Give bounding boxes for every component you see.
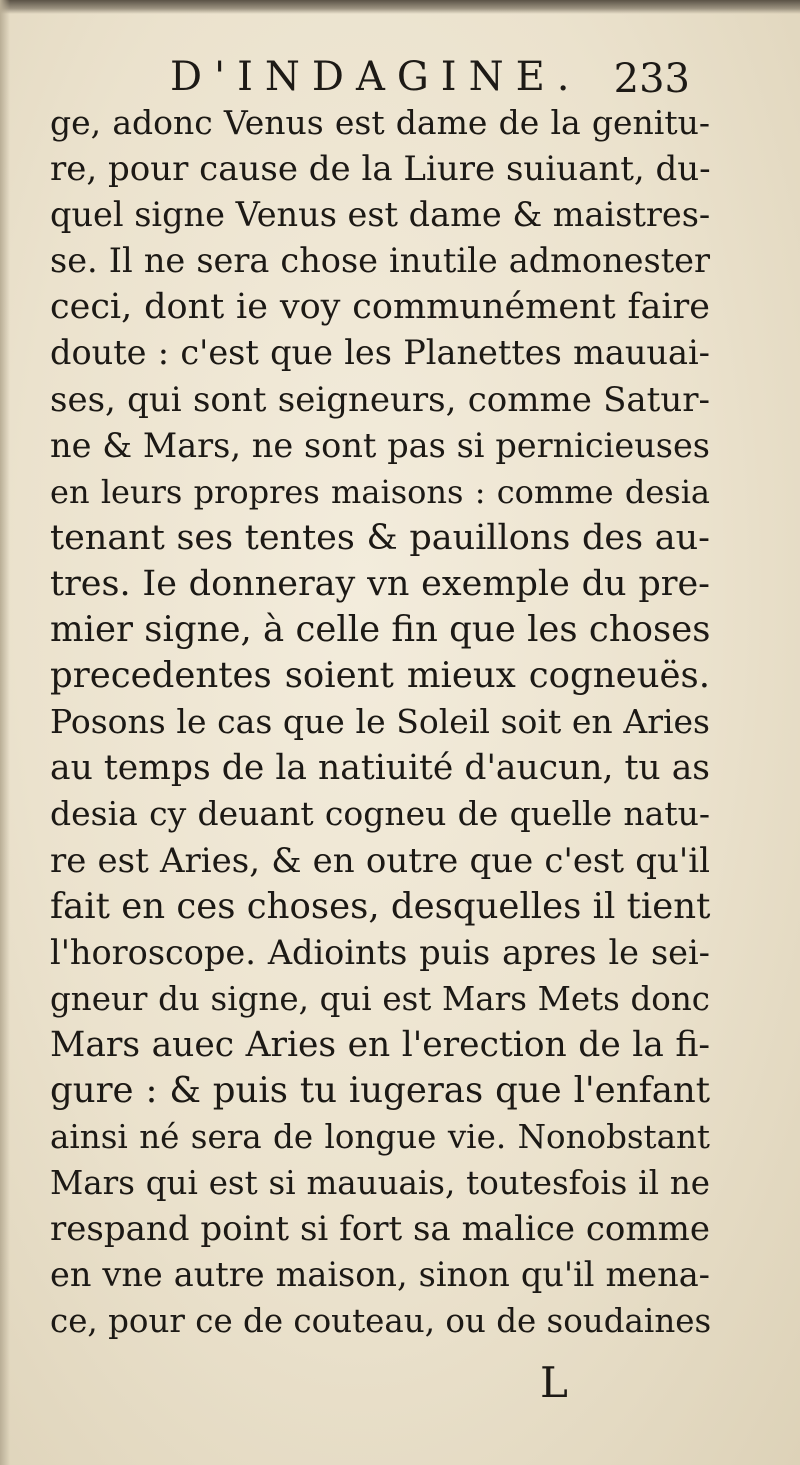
text-line: ne & Mars, ne sont pas si pernicieuses	[50, 425, 710, 465]
page-number: 233	[613, 56, 690, 102]
page-gutter-shadow	[0, 0, 10, 1465]
text-line: gure : & puis tu iugeras que l'enfant	[50, 1069, 710, 1111]
text-line: ceci, dont ie voy communément faire	[50, 287, 710, 328]
text-line: se. Il ne sera chose inutile admonester	[50, 241, 710, 281]
text-line: quel signe Venus est dame & maistres-	[50, 195, 711, 235]
text-line: re, pour cause de la Liure suiuant, du-	[50, 149, 711, 190]
text-line: Posons le cas que le Soleil soit en Aries	[50, 702, 710, 742]
text-line: ses, qui sont seigneurs, comme Satur-	[50, 379, 710, 420]
text-line: doute : c'est que les Planettes mauuai-	[50, 333, 710, 373]
text-line: precedentes soient mieux cogneuës.	[50, 655, 710, 697]
text-line: Mars qui est si mauuais, toutesfois il ne	[50, 1164, 710, 1203]
text-line: ce, pour ce de couteau, ou de soudaines	[50, 1302, 712, 1341]
running-title: D'INDAGINE.	[170, 54, 582, 100]
signature-mark: L	[540, 1358, 568, 1407]
text-line: gneur du signe, qui est Mars Mets donc	[50, 979, 710, 1018]
text-line: l'horoscope. Adioints puis apres le sei-	[50, 932, 710, 972]
text-line: re est Aries, & en outre que c'est qu'il	[50, 840, 710, 881]
text-line: desia cy deuant cogneu de quelle natu-	[50, 794, 710, 834]
text-line: au temps de la natiuité d'aucun, tu as	[50, 748, 710, 789]
text-line: Mars auec Aries en l'erection de la fi-	[50, 1024, 710, 1065]
text-line: ge, adonc Venus est dame de la genitu-	[50, 103, 710, 142]
text-line: respand point si fort sa malice comme	[50, 1209, 710, 1250]
text-line: en leurs propres maisons : comme desia	[50, 472, 710, 511]
text-line: fait en ces choses, desquelles il tient	[50, 885, 711, 927]
body-text	[50, 100, 710, 1345]
text-line: en vne autre maison, sinon qu'il mena-	[50, 1255, 710, 1295]
text-line: tres. Ie donneray vn exemple du pre-	[50, 563, 710, 604]
text-line: mier signe, à celle fin que les choses	[50, 609, 711, 651]
page-top-edge	[0, 0, 800, 14]
running-head	[170, 54, 690, 104]
text-line: ainsi né sera de longue vie. Nonobstant	[50, 1118, 710, 1157]
text-line: tenant ses tentes & pauillons des au-	[50, 517, 710, 558]
